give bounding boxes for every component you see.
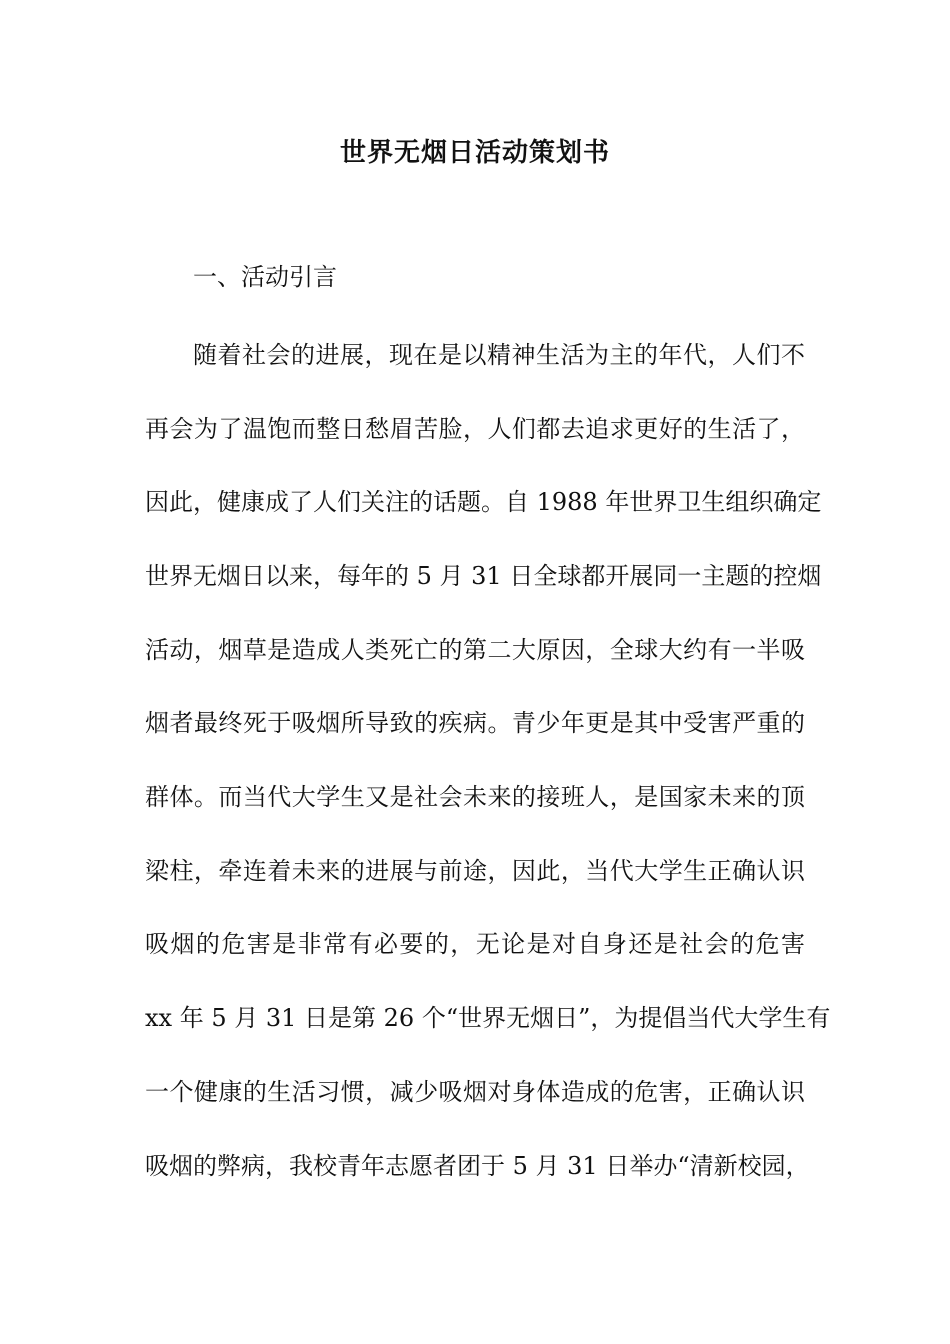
paragraph-line: 因此，健康成了人们关注的话题。自 1988 年世界卫生组织确定: [145, 488, 822, 516]
paragraph-line: 世界无烟日以来，每年的 5 月 31 日全球都开展同一主题的控烟: [145, 562, 822, 590]
paragraph-line: 烟者最终死于吸烟所导致的疾病。青少年更是其中受害严重的: [145, 709, 805, 737]
paragraph-line: 一个健康的生活习惯，减少吸烟对身体造成的危害，正确认识: [145, 1078, 805, 1106]
section-heading: 一、活动引言: [193, 263, 337, 291]
paragraph-line: xx 年 5 月 31 日是第 26 个“世界无烟日”，为提倡当代大学生有: [145, 1004, 831, 1032]
paragraph-line: 吸烟的弊病，我校青年志愿者团于 5 月 31 日举办“清新校园，: [145, 1152, 810, 1180]
paragraph-line: 梁柱，牵连着未来的进展与前途，因此，当代大学生正确认识: [145, 857, 805, 885]
paragraph-line: 群体。而当代大学生又是社会未来的接班人，是国家未来的顶: [145, 783, 805, 811]
paragraph-line: 随着社会的进展，现在是以精神生活为主的年代，人们不: [193, 341, 805, 369]
paragraph-line: 再会为了温饱而整日愁眉苦脸，人们都去追求更好的生活了，: [145, 415, 805, 443]
document-title: 世界无烟日活动策划书: [339, 138, 610, 168]
paragraph-line: 活动，烟草是造成人类死亡的第二大原因，全球大约有一半吸: [145, 636, 805, 664]
paragraph-line: 吸烟的危害是非常有必要的，无论是对自身还是社会的危害: [145, 930, 805, 958]
